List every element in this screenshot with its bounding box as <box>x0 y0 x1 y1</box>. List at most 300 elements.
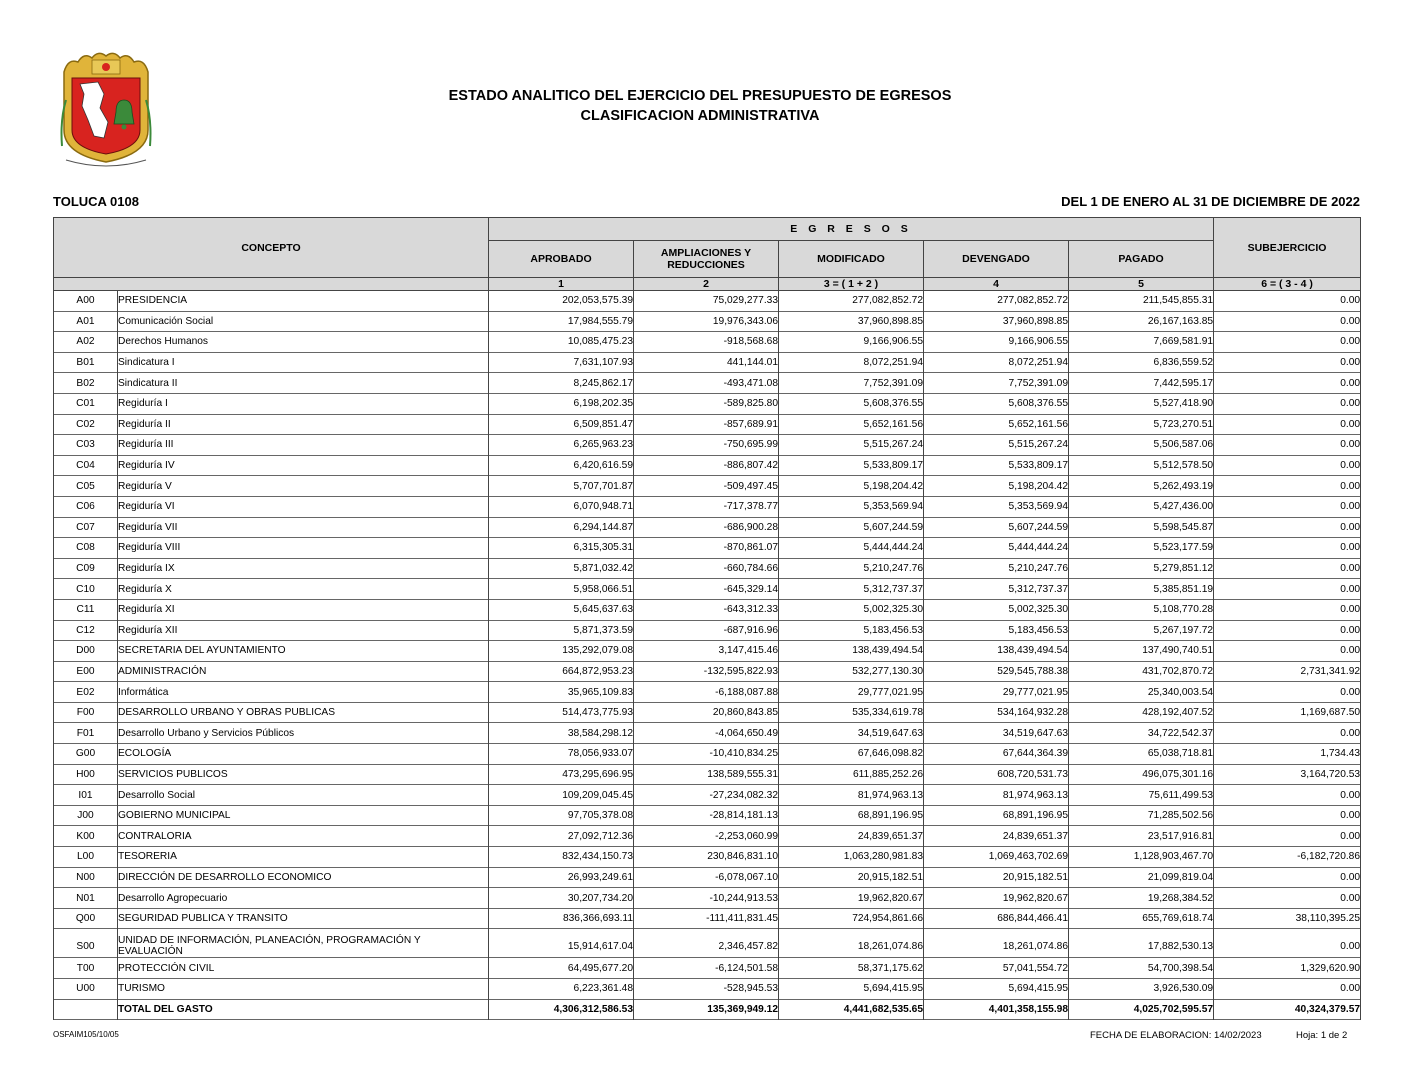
row-code: S00 <box>54 929 118 958</box>
row-concept: Desarrollo Urbano y Servicios Públicos <box>118 723 489 744</box>
row-modificado: 5,652,161.56 <box>779 414 924 435</box>
total-ampliaciones: 135,369,949.12 <box>634 999 779 1020</box>
row-aprobado: 97,705,378.08 <box>489 805 634 826</box>
table-row <box>54 291 1361 312</box>
row-modificado: 5,533,809.17 <box>779 455 924 476</box>
row-devengado: 9,166,906.55 <box>924 332 1069 353</box>
row-ampliaciones: -111,411,831.45 <box>634 908 779 929</box>
table-row <box>54 682 1361 703</box>
row-subejercicio: 0.00 <box>1214 641 1361 662</box>
row-pagado: 5,598,545.87 <box>1069 517 1214 538</box>
total-row <box>54 999 1361 1020</box>
row-aprobado: 30,207,734.20 <box>489 888 634 909</box>
row-modificado: 34,519,647.63 <box>779 723 924 744</box>
row-subejercicio: 0.00 <box>1214 723 1361 744</box>
row-code: C01 <box>54 393 118 414</box>
table-row <box>54 393 1361 414</box>
table-row <box>54 414 1361 435</box>
row-concept: Informática <box>118 682 489 703</box>
row-subejercicio: 1,329,620.90 <box>1214 958 1361 979</box>
row-subejercicio: 0.00 <box>1214 311 1361 332</box>
row-modificado: 724,954,861.66 <box>779 908 924 929</box>
row-devengado: 5,652,161.56 <box>924 414 1069 435</box>
row-code: C07 <box>54 517 118 538</box>
row-devengado: 5,183,456.53 <box>924 620 1069 641</box>
row-modificado: 5,312,737.37 <box>779 579 924 600</box>
row-subejercicio: 0.00 <box>1214 620 1361 641</box>
row-devengado: 5,608,376.55 <box>924 393 1069 414</box>
table-row <box>54 764 1361 785</box>
table-row <box>54 661 1361 682</box>
row-modificado: 5,198,204.42 <box>779 476 924 497</box>
row-devengado: 5,444,444.24 <box>924 538 1069 559</box>
row-modificado: 138,439,494.54 <box>779 641 924 662</box>
row-code: I01 <box>54 785 118 806</box>
row-devengado: 686,844,466.41 <box>924 908 1069 929</box>
row-devengado: 5,312,737.37 <box>924 579 1069 600</box>
row-devengado: 68,891,196.95 <box>924 805 1069 826</box>
form-code: OSFAIM105/10/05 <box>53 1030 119 1039</box>
total-code-blank <box>54 999 118 1020</box>
table-row <box>54 641 1361 662</box>
row-pagado: 7,442,595.17 <box>1069 373 1214 394</box>
row-ampliaciones: -10,244,913.53 <box>634 888 779 909</box>
row-aprobado: 6,315,305.31 <box>489 538 634 559</box>
row-pagado: 5,108,770.28 <box>1069 599 1214 620</box>
row-aprobado: 6,509,851.47 <box>489 414 634 435</box>
row-subejercicio: 3,164,720.53 <box>1214 764 1361 785</box>
table-row <box>54 867 1361 888</box>
row-concept: Regiduría I <box>118 393 489 414</box>
row-code: F00 <box>54 702 118 723</box>
row-code: F01 <box>54 723 118 744</box>
row-code: B02 <box>54 373 118 394</box>
row-concept: Sindicatura I <box>118 352 489 373</box>
table-row <box>54 620 1361 641</box>
row-pagado: 34,722,542.37 <box>1069 723 1214 744</box>
row-subejercicio: 0.00 <box>1214 476 1361 497</box>
page-indicator: Hoja: 1 de 2 <box>1296 1030 1348 1041</box>
row-aprobado: 5,871,373.59 <box>489 620 634 641</box>
row-concept: DESARROLLO URBANO Y OBRAS PUBLICAS <box>118 702 489 723</box>
row-modificado: 5,183,456.53 <box>779 620 924 641</box>
row-concept: Desarrollo Social <box>118 785 489 806</box>
egresos-group-header: E G R E S O S <box>489 218 1214 241</box>
table-row <box>54 908 1361 929</box>
row-modificado: 29,777,021.95 <box>779 682 924 703</box>
row-devengado: 5,002,325.30 <box>924 599 1069 620</box>
row-pagado: 75,611,499.53 <box>1069 785 1214 806</box>
row-concept: TESORERIA <box>118 847 489 868</box>
row-modificado: 1,063,280,981.83 <box>779 847 924 868</box>
row-code: A01 <box>54 311 118 332</box>
row-code: A02 <box>54 332 118 353</box>
row-subejercicio: 0.00 <box>1214 414 1361 435</box>
row-code: C02 <box>54 414 118 435</box>
row-ampliaciones: 138,589,555.31 <box>634 764 779 785</box>
row-concept: Sindicatura II <box>118 373 489 394</box>
row-aprobado: 10,085,475.23 <box>489 332 634 353</box>
row-devengado: 5,210,247.76 <box>924 558 1069 579</box>
table-row <box>54 785 1361 806</box>
row-devengado: 5,694,415.95 <box>924 979 1069 1000</box>
row-ampliaciones: -493,471.08 <box>634 373 779 394</box>
row-devengado: 534,164,932.28 <box>924 702 1069 723</box>
row-concept: PRESIDENCIA <box>118 291 489 312</box>
row-devengado: 5,533,809.17 <box>924 455 1069 476</box>
row-devengado: 67,644,364.39 <box>924 744 1069 765</box>
row-aprobado: 7,631,107.93 <box>489 352 634 373</box>
row-pagado: 5,267,197.72 <box>1069 620 1214 641</box>
row-concept: Desarrollo Agropecuario <box>118 888 489 909</box>
row-devengado: 5,607,244.59 <box>924 517 1069 538</box>
row-concept: ECOLOGÍA <box>118 744 489 765</box>
row-modificado: 9,166,906.55 <box>779 332 924 353</box>
row-aprobado: 473,295,696.95 <box>489 764 634 785</box>
row-modificado: 5,515,267.24 <box>779 435 924 456</box>
row-code: C10 <box>54 579 118 600</box>
row-subejercicio: 0.00 <box>1214 888 1361 909</box>
row-ampliaciones: -857,689.91 <box>634 414 779 435</box>
row-code: Q00 <box>54 908 118 929</box>
row-concept: Regiduría V <box>118 476 489 497</box>
row-devengado: 18,261,074.86 <box>924 929 1069 958</box>
row-subejercicio: 0.00 <box>1214 599 1361 620</box>
row-aprobado: 17,984,555.79 <box>489 311 634 332</box>
table-row <box>54 476 1361 497</box>
row-concept: SEGURIDAD PUBLICA Y TRANSITO <box>118 908 489 929</box>
row-modificado: 277,082,852.72 <box>779 291 924 312</box>
budget-table <box>53 217 1361 1020</box>
row-devengado: 24,839,651.37 <box>924 826 1069 847</box>
table-row <box>54 311 1361 332</box>
row-ampliaciones: -918,568.68 <box>634 332 779 353</box>
row-code: G00 <box>54 744 118 765</box>
table-row <box>54 599 1361 620</box>
row-pagado: 25,340,003.54 <box>1069 682 1214 703</box>
col-header-ampliaciones: AMPLIACIONES Y REDUCCIONES <box>634 241 779 278</box>
total-aprobado: 4,306,312,586.53 <box>489 999 634 1020</box>
row-devengado: 29,777,021.95 <box>924 682 1069 703</box>
row-subejercicio: 0.00 <box>1214 517 1361 538</box>
row-aprobado: 6,070,948.71 <box>489 496 634 517</box>
row-concept: PROTECCIÓN CIVIL <box>118 958 489 979</box>
row-ampliaciones: -687,916.96 <box>634 620 779 641</box>
row-code: J00 <box>54 805 118 826</box>
row-concept: CONTRALORIA <box>118 826 489 847</box>
row-devengado: 7,752,391.09 <box>924 373 1069 394</box>
row-ampliaciones: 441,144.01 <box>634 352 779 373</box>
col-header-subejercicio: SUBEJERCICIO <box>1214 218 1361 278</box>
row-ampliaciones: -660,784.66 <box>634 558 779 579</box>
row-concept: Regiduría II <box>118 414 489 435</box>
report-subtitle: CLASIFICACION ADMINISTRATIVA <box>580 108 820 124</box>
row-concept: Regiduría IX <box>118 558 489 579</box>
period-label: DEL 1 DE ENERO AL 31 DE DICIEMBRE DE 2022 <box>1061 194 1360 209</box>
entity-label: TOLUCA 0108 <box>53 194 139 209</box>
row-ampliaciones: -6,124,501.58 <box>634 958 779 979</box>
row-pagado: 5,427,436.00 <box>1069 496 1214 517</box>
table-row <box>54 558 1361 579</box>
row-modificado: 8,072,251.94 <box>779 352 924 373</box>
row-concept: ADMINISTRACIÓN <box>118 661 489 682</box>
row-devengado: 57,041,554.72 <box>924 958 1069 979</box>
row-aprobado: 664,872,953.23 <box>489 661 634 682</box>
row-ampliaciones: -717,378.77 <box>634 496 779 517</box>
total-devengado: 4,401,358,155.98 <box>924 999 1069 1020</box>
total-modificado: 4,441,682,535.65 <box>779 999 924 1020</box>
row-code: C06 <box>54 496 118 517</box>
row-aprobado: 5,958,066.51 <box>489 579 634 600</box>
row-pagado: 3,926,530.09 <box>1069 979 1214 1000</box>
row-subejercicio: 0.00 <box>1214 393 1361 414</box>
row-concept: Regiduría X <box>118 579 489 600</box>
row-concept: Derechos Humanos <box>118 332 489 353</box>
total-pagado: 4,025,702,595.57 <box>1069 999 1214 1020</box>
row-modificado: 5,608,376.55 <box>779 393 924 414</box>
table-row <box>54 847 1361 868</box>
row-ampliaciones: 19,976,343.06 <box>634 311 779 332</box>
row-ampliaciones: -643,312.33 <box>634 599 779 620</box>
table-row <box>54 979 1361 1000</box>
row-subejercicio: 0.00 <box>1214 496 1361 517</box>
row-pagado: 5,279,851.12 <box>1069 558 1214 579</box>
row-pagado: 1,128,903,467.70 <box>1069 847 1214 868</box>
row-modificado: 19,962,820.67 <box>779 888 924 909</box>
table-row <box>54 352 1361 373</box>
row-aprobado: 64,495,677.20 <box>489 958 634 979</box>
table-row <box>54 826 1361 847</box>
row-pagado: 5,512,578.50 <box>1069 455 1214 476</box>
row-modificado: 37,960,898.85 <box>779 311 924 332</box>
row-aprobado: 836,366,693.11 <box>489 908 634 929</box>
row-code: E00 <box>54 661 118 682</box>
row-devengado: 34,519,647.63 <box>924 723 1069 744</box>
row-concept: UNIDAD DE INFORMACIÓN, PLANEACIÓN, PROGRAMACIÓN Y EVALUACIÓN <box>118 929 489 958</box>
row-ampliaciones: 3,147,415.46 <box>634 641 779 662</box>
row-concept: SERVICIOS PUBLICOS <box>118 764 489 785</box>
row-aprobado: 5,871,032.42 <box>489 558 634 579</box>
table-row <box>54 888 1361 909</box>
row-devengado: 5,515,267.24 <box>924 435 1069 456</box>
row-pagado: 19,268,384.52 <box>1069 888 1214 909</box>
row-concept: SECRETARIA DEL AYUNTAMIENTO <box>118 641 489 662</box>
table-row <box>54 702 1361 723</box>
row-ampliaciones: -589,825.80 <box>634 393 779 414</box>
row-code: U00 <box>54 979 118 1000</box>
row-subejercicio: 1,169,687.50 <box>1214 702 1361 723</box>
row-pagado: 137,490,740.51 <box>1069 641 1214 662</box>
row-concept: Regiduría VIII <box>118 538 489 559</box>
row-subejercicio: 0.00 <box>1214 373 1361 394</box>
row-modificado: 532,277,130.30 <box>779 661 924 682</box>
row-ampliaciones: -645,329.14 <box>634 579 779 600</box>
row-ampliaciones: -509,497.45 <box>634 476 779 497</box>
row-pagado: 54,700,398.54 <box>1069 958 1214 979</box>
col-number-2: 2 <box>634 278 779 291</box>
row-code: A00 <box>54 291 118 312</box>
row-ampliaciones: -686,900.28 <box>634 517 779 538</box>
row-pagado: 26,167,163.85 <box>1069 311 1214 332</box>
col-number-blank <box>54 278 489 291</box>
row-concept: DIRECCIÓN DE DESARROLLO ECONOMICO <box>118 867 489 888</box>
row-pagado: 5,527,418.90 <box>1069 393 1214 414</box>
row-subejercicio: 0.00 <box>1214 826 1361 847</box>
col-number-6: 6 = ( 3 - 4 ) <box>1214 278 1361 291</box>
row-modificado: 5,607,244.59 <box>779 517 924 538</box>
row-subejercicio: 0.00 <box>1214 979 1361 1000</box>
row-aprobado: 135,292,079.08 <box>489 641 634 662</box>
row-devengado: 81,974,963.13 <box>924 785 1069 806</box>
row-devengado: 5,198,204.42 <box>924 476 1069 497</box>
row-devengado: 8,072,251.94 <box>924 352 1069 373</box>
row-code: C12 <box>54 620 118 641</box>
table-row <box>54 723 1361 744</box>
row-concept: Comunicación Social <box>118 311 489 332</box>
row-code: E02 <box>54 682 118 703</box>
col-header-modificado: MODIFICADO <box>779 241 924 278</box>
row-pagado: 211,545,855.31 <box>1069 291 1214 312</box>
row-devengado: 37,960,898.85 <box>924 311 1069 332</box>
row-pagado: 5,523,177.59 <box>1069 538 1214 559</box>
row-modificado: 20,915,182.51 <box>779 867 924 888</box>
row-pagado: 5,262,493.19 <box>1069 476 1214 497</box>
table-row <box>54 455 1361 476</box>
row-code: C05 <box>54 476 118 497</box>
row-ampliaciones: 20,860,843.85 <box>634 702 779 723</box>
row-aprobado: 6,223,361.48 <box>489 979 634 1000</box>
table-row <box>54 744 1361 765</box>
row-aprobado: 5,645,637.63 <box>489 599 634 620</box>
row-subejercicio: 0.00 <box>1214 352 1361 373</box>
table-row <box>54 538 1361 559</box>
table-row <box>54 373 1361 394</box>
row-pagado: 21,099,819.04 <box>1069 867 1214 888</box>
row-concept: GOBIERNO MUNICIPAL <box>118 805 489 826</box>
row-pagado: 5,385,851.19 <box>1069 579 1214 600</box>
row-aprobado: 78,056,933.07 <box>489 744 634 765</box>
row-code: N01 <box>54 888 118 909</box>
row-aprobado: 109,209,045.45 <box>489 785 634 806</box>
row-ampliaciones: 75,029,277.33 <box>634 291 779 312</box>
table-row <box>54 517 1361 538</box>
row-pagado: 5,506,587.06 <box>1069 435 1214 456</box>
row-concept: Regiduría IV <box>118 455 489 476</box>
row-ampliaciones: -132,595,822.93 <box>634 661 779 682</box>
row-modificado: 7,752,391.09 <box>779 373 924 394</box>
row-subejercicio: 0.00 <box>1214 558 1361 579</box>
row-subejercicio: 0.00 <box>1214 785 1361 806</box>
row-aprobado: 35,965,109.83 <box>489 682 634 703</box>
elaboration-date: FECHA DE ELABORACION: 14/02/2023 <box>1090 1030 1262 1041</box>
row-aprobado: 6,420,616.59 <box>489 455 634 476</box>
row-modificado: 67,646,098.82 <box>779 744 924 765</box>
row-aprobado: 5,707,701.87 <box>489 476 634 497</box>
row-devengado: 277,082,852.72 <box>924 291 1069 312</box>
table-row <box>54 496 1361 517</box>
row-ampliaciones: -28,814,181.13 <box>634 805 779 826</box>
col-header-devengado: DEVENGADO <box>924 241 1069 278</box>
row-subejercicio: 0.00 <box>1214 805 1361 826</box>
row-ampliaciones: -10,410,834.25 <box>634 744 779 765</box>
row-ampliaciones: -4,064,650.49 <box>634 723 779 744</box>
row-subejercicio: 0.00 <box>1214 682 1361 703</box>
row-concept: Regiduría XII <box>118 620 489 641</box>
row-subejercicio: 38,110,395.25 <box>1214 908 1361 929</box>
row-ampliaciones: 2,346,457.82 <box>634 929 779 958</box>
row-aprobado: 832,434,150.73 <box>489 847 634 868</box>
row-concept: Regiduría VII <box>118 517 489 538</box>
row-subejercicio: 0.00 <box>1214 579 1361 600</box>
row-subejercicio: 1,734.43 <box>1214 744 1361 765</box>
row-modificado: 5,353,569.94 <box>779 496 924 517</box>
row-subejercicio: 0.00 <box>1214 867 1361 888</box>
row-subejercicio: 0.00 <box>1214 291 1361 312</box>
row-subejercicio: 0.00 <box>1214 455 1361 476</box>
row-pagado: 428,192,407.52 <box>1069 702 1214 723</box>
col-number-4: 4 <box>924 278 1069 291</box>
row-subejercicio: 0.00 <box>1214 929 1361 958</box>
row-concept: TURISMO <box>118 979 489 1000</box>
row-modificado: 81,974,963.13 <box>779 785 924 806</box>
row-modificado: 68,891,196.95 <box>779 805 924 826</box>
row-code: C03 <box>54 435 118 456</box>
col-header-pagado: PAGADO <box>1069 241 1214 278</box>
row-ampliaciones: 230,846,831.10 <box>634 847 779 868</box>
row-code: T00 <box>54 958 118 979</box>
report-title: ESTADO ANALITICO DEL EJERCICIO DEL PRESUPUESTO DE EGRESOS <box>448 88 952 104</box>
row-subejercicio: -6,182,720.86 <box>1214 847 1361 868</box>
row-modificado: 611,885,252.26 <box>779 764 924 785</box>
toluca-coat-of-arms-logo <box>58 50 154 172</box>
row-aprobado: 514,473,775.93 <box>489 702 634 723</box>
row-aprobado: 26,993,249.61 <box>489 867 634 888</box>
row-modificado: 5,210,247.76 <box>779 558 924 579</box>
row-pagado: 71,285,502.56 <box>1069 805 1214 826</box>
row-pagado: 65,038,718.81 <box>1069 744 1214 765</box>
col-number-3: 3 = ( 1 + 2 ) <box>779 278 924 291</box>
row-pagado: 5,723,270.51 <box>1069 414 1214 435</box>
row-devengado: 19,962,820.67 <box>924 888 1069 909</box>
row-ampliaciones: -6,188,087.88 <box>634 682 779 703</box>
row-aprobado: 6,265,963.23 <box>489 435 634 456</box>
row-modificado: 535,334,619.78 <box>779 702 924 723</box>
row-concept: Regiduría VI <box>118 496 489 517</box>
row-aprobado: 8,245,862.17 <box>489 373 634 394</box>
row-pagado: 7,669,581.91 <box>1069 332 1214 353</box>
row-devengado: 138,439,494.54 <box>924 641 1069 662</box>
row-concept: Regiduría XI <box>118 599 489 620</box>
row-aprobado: 27,092,712.36 <box>489 826 634 847</box>
row-subejercicio: 0.00 <box>1214 538 1361 559</box>
row-modificado: 18,261,074.86 <box>779 929 924 958</box>
row-pagado: 6,836,559.52 <box>1069 352 1214 373</box>
col-number-5: 5 <box>1069 278 1214 291</box>
row-devengado: 5,353,569.94 <box>924 496 1069 517</box>
row-modificado: 5,444,444.24 <box>779 538 924 559</box>
row-pagado: 496,075,301.16 <box>1069 764 1214 785</box>
concept-header: CONCEPTO <box>54 218 489 278</box>
row-subejercicio: 2,731,341.92 <box>1214 661 1361 682</box>
table-row <box>54 332 1361 353</box>
row-modificado: 24,839,651.37 <box>779 826 924 847</box>
row-aprobado: 6,294,144.87 <box>489 517 634 538</box>
row-subejercicio: 0.00 <box>1214 332 1361 353</box>
total-subejercicio: 40,324,379.57 <box>1214 999 1361 1020</box>
row-modificado: 5,694,415.95 <box>779 979 924 1000</box>
col-number-1: 1 <box>489 278 634 291</box>
table-row <box>54 435 1361 456</box>
